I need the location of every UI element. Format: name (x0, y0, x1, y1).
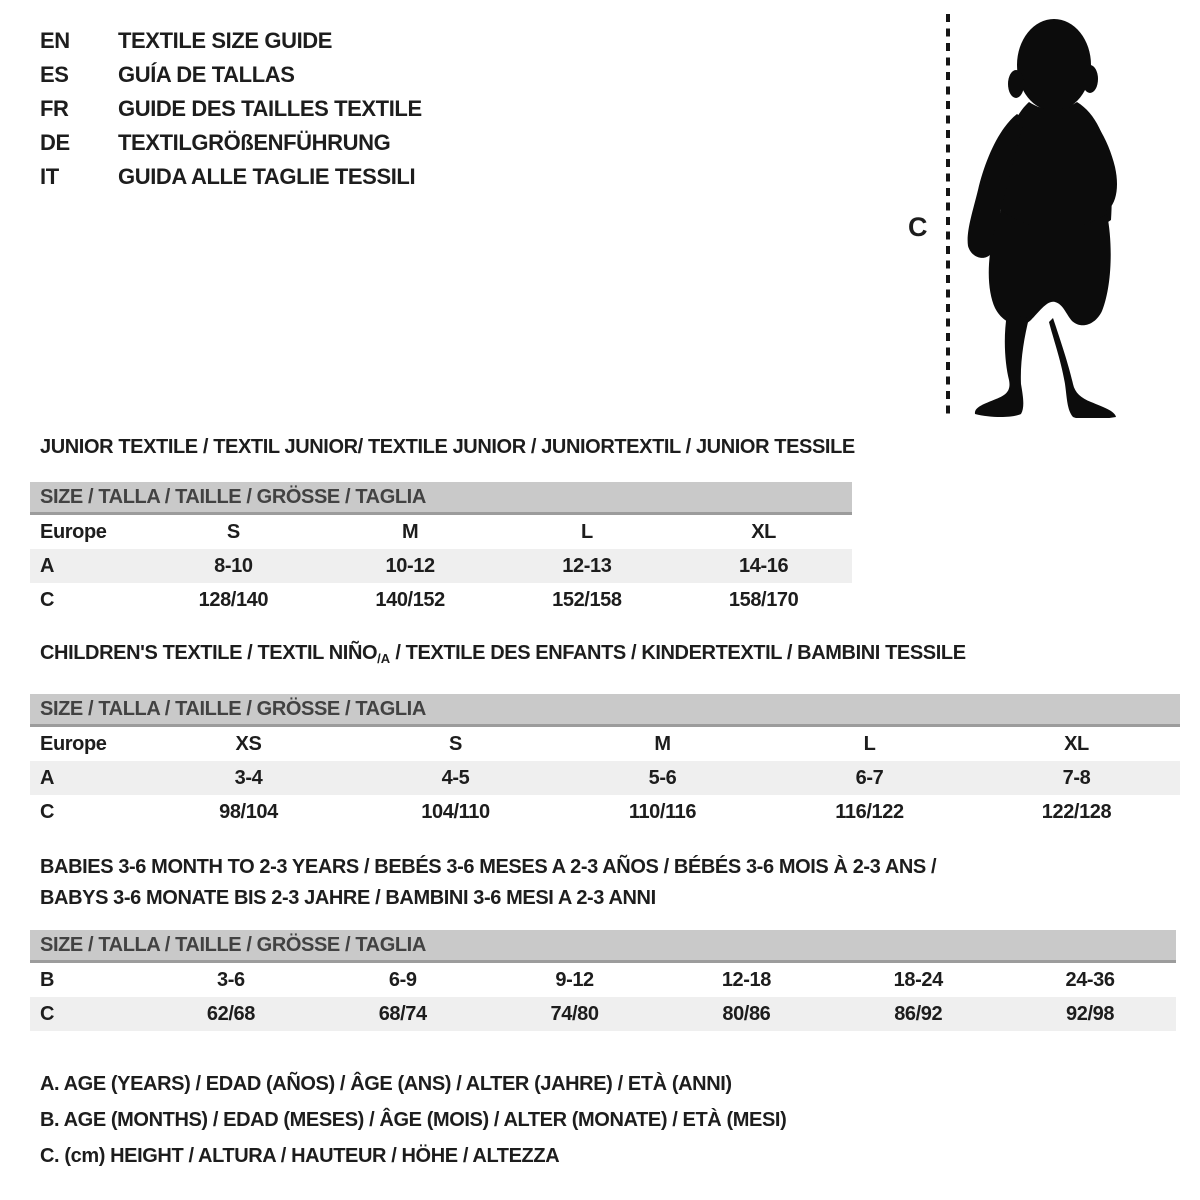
table-row (30, 761, 1180, 795)
value-cell: 152/158 (552, 589, 622, 611)
table-row (30, 549, 852, 583)
section-heading (30, 640, 1180, 672)
value-cell: 24-36 (1065, 969, 1115, 991)
size-cell: XL (751, 521, 776, 543)
value-cell: 158/170 (728, 589, 799, 611)
value-cell: 86/92 (894, 1003, 943, 1025)
row-label: B (40, 969, 55, 991)
legend-line-c: C. (cm) HEIGHT / ALTURA / HAUTEUR / HÖHE / ALTEZZA (40, 1145, 560, 1167)
legend-line-b: B. AGE (MONTHS) / EDAD (MESES) / ÂGE (MOIS) / ALTER (MONATE) / ETÀ (MESI) (40, 1109, 787, 1131)
size-cell: M (654, 733, 671, 755)
table-row (30, 515, 852, 549)
babies-size-table (30, 963, 1176, 1031)
row-label: C (40, 801, 55, 823)
language-row (40, 126, 422, 160)
legend-line-a: A. AGE (YEARS) / EDAD (AÑOS) / ÂGE (ANS) / ALTER (JAHRE) / ETÀ (ANNI) (40, 1073, 732, 1095)
value-cell: 9-12 (555, 969, 594, 991)
value-cell: 12-18 (721, 969, 771, 991)
section-heading (30, 852, 1176, 914)
language-row (40, 160, 422, 194)
size-cell: L (863, 733, 876, 755)
language-code: IT (40, 164, 59, 189)
value-cell: 74/80 (550, 1003, 599, 1025)
value-cell: 5-6 (648, 767, 677, 789)
legend-block (40, 1066, 786, 1174)
junior-textile-section (30, 434, 855, 617)
heading-text: / TEXTILE DES ENFANTS / KINDERTEXTIL / BAMBINI TESSILE (390, 642, 966, 664)
value-cell: 104/110 (421, 801, 490, 823)
value-cell: 92/98 (1066, 1003, 1115, 1025)
language-row (40, 92, 422, 126)
language-code: EN (40, 28, 70, 53)
size-cell: L (580, 521, 593, 543)
value-cell: 128/140 (198, 589, 269, 611)
size-cell: S (226, 521, 240, 543)
heading-subscript: /A (377, 651, 391, 666)
language-title: GUÍA DE TALLAS (118, 62, 295, 87)
language-title: GUIDE DES TAILLES TEXTILE (118, 96, 422, 121)
value-cell: 80/86 (722, 1003, 771, 1025)
value-cell: 7-8 (1062, 767, 1091, 789)
row-label: Europe (40, 733, 107, 755)
junior-size-table (30, 515, 852, 617)
value-cell: 110/116 (628, 801, 697, 823)
table-row (30, 963, 1176, 997)
row-label: A (40, 767, 55, 789)
table-row (30, 795, 1180, 829)
language-code: FR (40, 96, 69, 121)
table-row (30, 997, 1176, 1031)
row-label: Europe (40, 521, 107, 543)
value-cell: 62/68 (206, 1003, 255, 1025)
value-cell: 6-9 (388, 969, 417, 991)
value-cell: 68/74 (378, 1003, 427, 1025)
section-heading: JUNIOR TEXTILE / TEXTIL JUNIOR/ TEXTILE JUNIOR / JUNIORTEXTIL / JUNIOR TESSILE (40, 436, 855, 458)
value-cell: 10-12 (385, 555, 435, 577)
children-size-table (30, 727, 1180, 829)
language-code: ES (40, 62, 69, 87)
size-header-band: SIZE / TALLA / TAILLE / GRÖSSE / TAGLIA (30, 930, 1176, 963)
value-cell: 18-24 (893, 969, 943, 991)
row-label: A (40, 555, 55, 577)
size-header-band: SIZE / TALLA / TAILLE / GRÖSSE / TAGLIA (30, 482, 852, 515)
value-cell: 12-13 (562, 555, 612, 577)
language-title: TEXTILGRÖßENFÜHRUNG (118, 130, 391, 155)
value-cell: 3-6 (217, 969, 245, 991)
row-label: C (40, 589, 55, 611)
language-code: DE (40, 130, 70, 155)
value-cell: 8-10 (214, 555, 253, 577)
value-cell: 14-16 (739, 555, 789, 577)
language-title: GUIDA ALLE TAGLIE TESSILI (118, 164, 416, 189)
size-cell: XL (1064, 733, 1089, 755)
babies-textile-section (30, 852, 1176, 1031)
value-cell: 116/122 (835, 801, 904, 823)
heading-line: BABIES 3-6 MONTH TO 2-3 YEARS / BEBÉS 3-6 MESES A 2-3 AÑOS / BÉBÉS 3-6 MOIS À 2-3 ANS / (40, 856, 937, 878)
value-cell: 122/128 (1041, 801, 1112, 823)
row-label: C (40, 1003, 55, 1025)
language-title-block (40, 24, 422, 194)
heading-text: CHILDREN'S TEXTILE / TEXTIL NIÑO (40, 642, 378, 664)
children-textile-section (30, 640, 1180, 829)
size-header-band: SIZE / TALLA / TAILLE / GRÖSSE / TAGLIA (30, 694, 1180, 727)
value-cell: 3-4 (234, 767, 263, 789)
size-cell: S (449, 733, 462, 755)
value-cell: 98/104 (219, 801, 278, 823)
heading-line: BABYS 3-6 MONATE BIS 2-3 JAHRE / BAMBINI 3-6 MESI A 2-3 ANNI (40, 887, 656, 909)
table-row (30, 727, 1180, 761)
language-row (40, 58, 422, 92)
language-title: TEXTILE SIZE GUIDE (118, 28, 333, 53)
value-cell: 6-7 (855, 767, 884, 789)
value-cell: 4-5 (441, 767, 470, 789)
size-cell: XS (235, 733, 262, 755)
value-cell: 140/152 (375, 589, 445, 611)
table-row (30, 583, 852, 617)
size-cell: M (401, 521, 419, 543)
height-measure-dashed-line-icon (944, 14, 952, 420)
toddler-silhouette-icon (963, 18, 1135, 418)
figure-height-label: C (908, 212, 928, 242)
language-row (40, 24, 422, 58)
